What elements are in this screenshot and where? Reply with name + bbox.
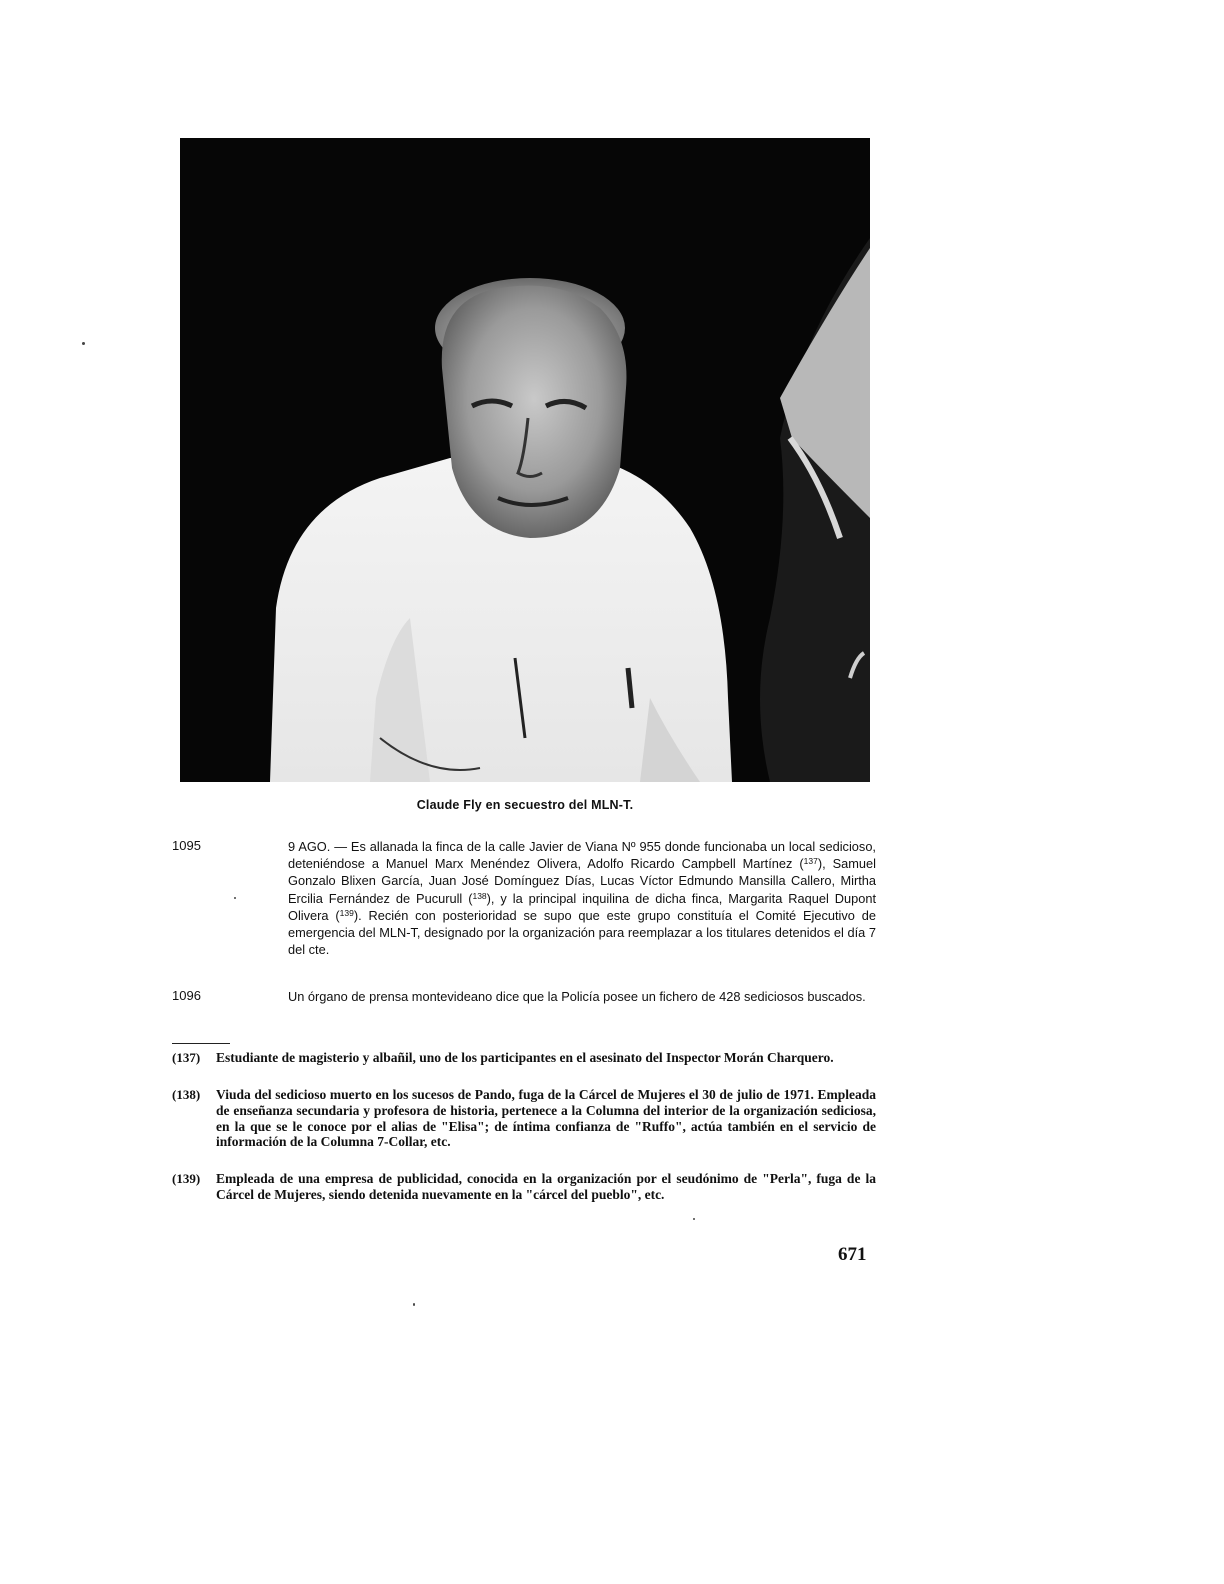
- photo-caption: Claude Fly en secuestro del MLN-T.: [416, 798, 634, 812]
- scan-speck: [413, 1303, 415, 1306]
- hostage-photograph: [180, 138, 870, 782]
- footnote-divider: [172, 1043, 230, 1044]
- entry-text-part: 9 AGO. — Es allanada la finca de la calle Javier de Viana Nº 955 donde funcionaba un local sedicioso, deteniéndose a Manuel Marx Menéndez Olivera, Adolfo Ricardo Campbell Martínez (: [288, 839, 876, 872]
- footnote-text: Empleada de una empresa de publicidad, conocida en la organización por el seudónimo de "Perla", fuga de la Cárcel de Mujeres, siendo detenida nuevamente en la "cárcel del pueblo", etc.: [216, 1171, 876, 1202]
- entry-text-part: ), y la principal inquilina de dicha finca, Margarita Raquel Dupont Olivera (: [288, 890, 876, 923]
- footnote-marker: (138): [172, 1087, 201, 1102]
- entry-text: Un órgano de prensa montevideano dice que la Policía posee un fichero de 428 sediciosos buscados.: [288, 989, 866, 1004]
- scan-speck: [693, 1218, 695, 1220]
- footnote-reference: 138: [472, 890, 487, 901]
- scan-speck: [82, 342, 85, 345]
- scan-speck: [234, 897, 236, 899]
- entry-number: 1096: [172, 988, 201, 1003]
- page-number: 671: [838, 1244, 867, 1265]
- footnote-marker: (139): [172, 1171, 201, 1186]
- entry-text-part: ), Samuel Gonzalo Blixen García, Juan José Domínguez Días, Lucas Víctor Edmundo Mansilla Callero, Mirtha Ercilia Fernández de Pucurull (: [288, 856, 876, 906]
- entry-number: 1095: [172, 838, 201, 853]
- footnote-reference: 137: [803, 856, 818, 867]
- footnote-text: Estudiante de magisterio y albañil, uno de los participantes en el asesinato del Inspector Morán Charquero.: [216, 1050, 834, 1065]
- entry-text: [288, 838, 876, 958]
- footnote-text: Viuda del sedicioso muerto en los sucesos de Pando, fuga de la Cárcel de Mujeres el 30 de julio de 1971. Empleada de enseñanza secundaria y profesora de historia, pertenece a la Columna del interior de la organización sediciosa, en la que se le conoce por el alias de "Elisa"; de íntima confianza de "Ruffo", actúa también en el servicio de información de la Columna 7-Collar, etc.: [216, 1087, 876, 1150]
- footnote-marker: (137): [172, 1050, 201, 1065]
- entry-text-part: ). Recién con posterioridad se supo que este grupo constituía el Comité Ejecutivo de emergencia del MLN-T, designado por la organización para reemplazar a los titulares detenidos el día 7 del cte.: [288, 907, 876, 958]
- footnote-reference: 139: [339, 907, 354, 918]
